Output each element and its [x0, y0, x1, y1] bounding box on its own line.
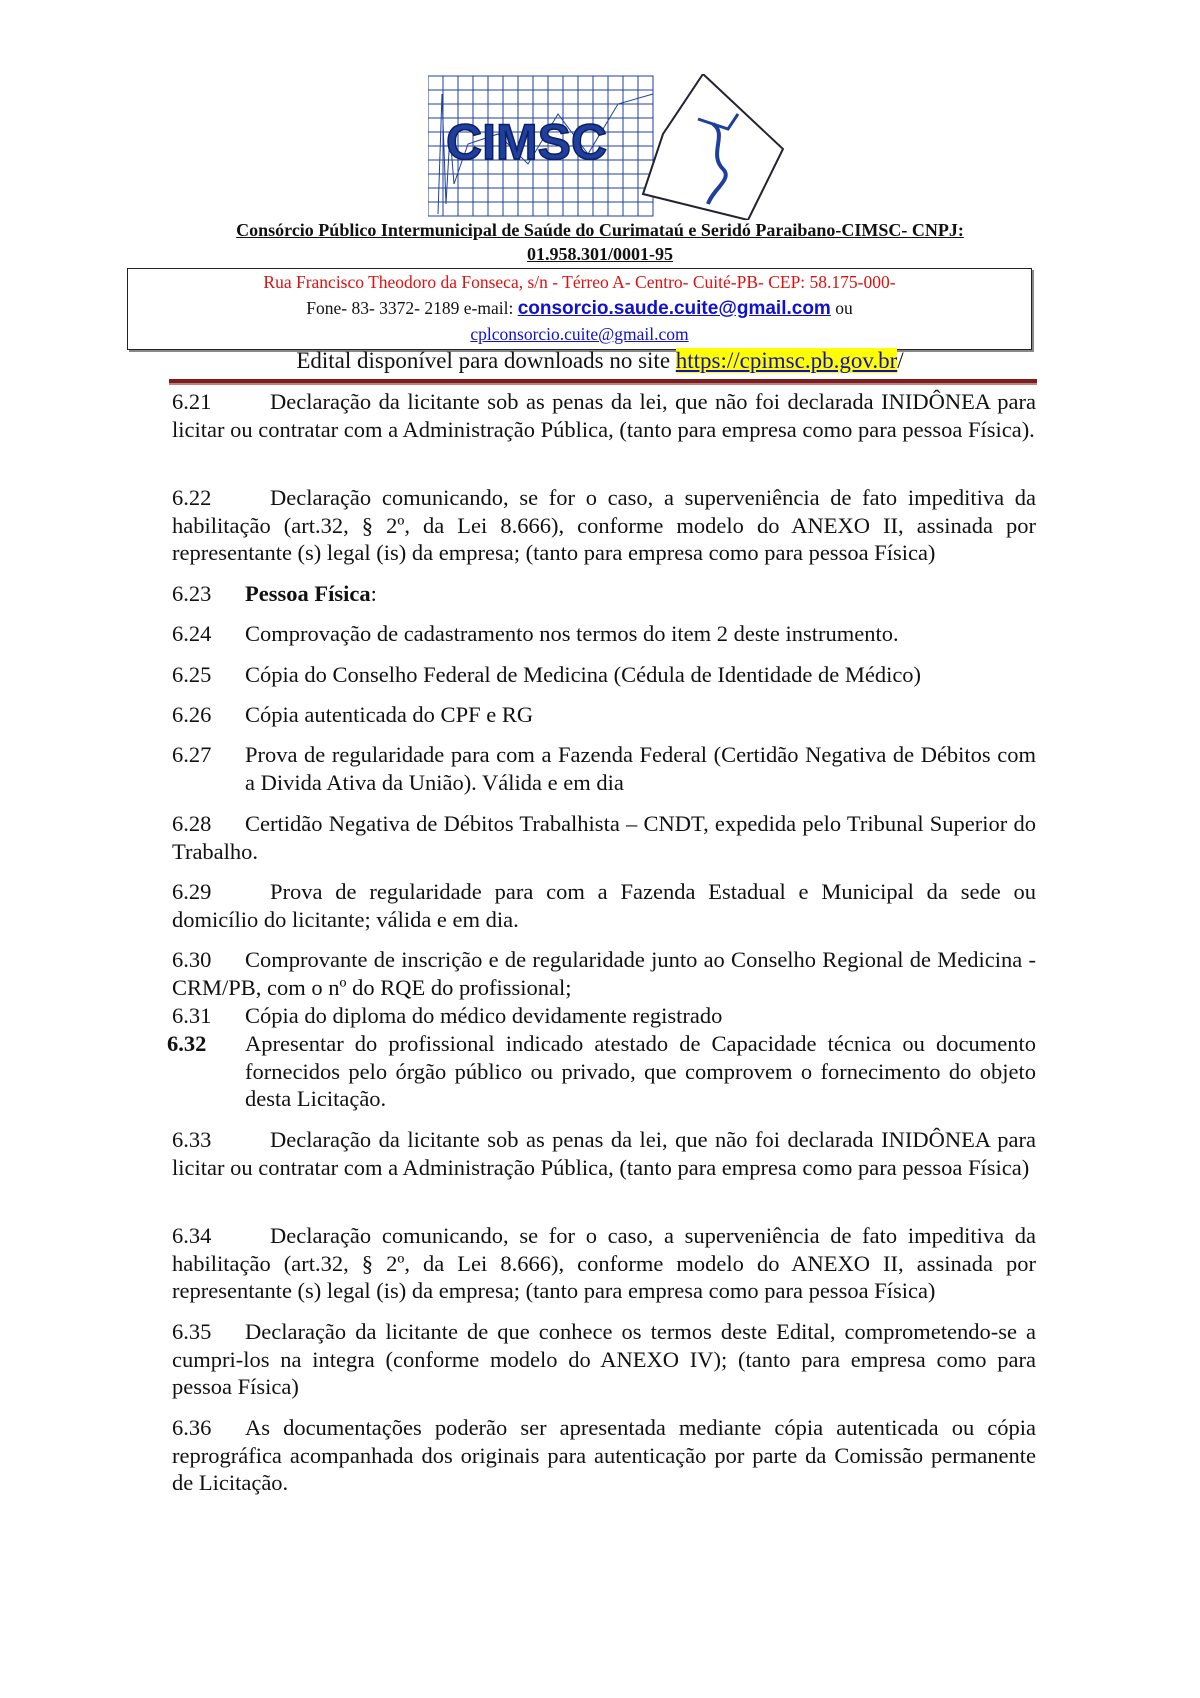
- item-number: 6.23: [172, 581, 212, 606]
- item-text: Comprovante de inscrição e de regularidade junto ao Conselho Regional de Medicina - CRM/PB, com o nº do RQE do profissional;: [172, 947, 1036, 1000]
- address: Rua Francisco Theodoro da Fonseca, s/n - Térreo A- Centro- Cuité-PB- CEP: 58.175-000-: [263, 272, 896, 292]
- list-item: [172, 484, 1036, 567]
- item-text: Certidão Negativa de Débitos Trabalhista – CNDT, expedida pelo Tribunal Superior do Trabalho.: [172, 811, 1036, 864]
- contact-box: [127, 268, 1032, 350]
- item-number: 6.30: [172, 947, 212, 972]
- item-text: Declaração da licitante sob as penas da lei, que não foi declarada INIDÔNEA para licitar ou contratar com a Administração Pública, (tanto para empresa como para pessoa Física).: [172, 389, 1036, 442]
- item-text: Cópia do diploma do médico devidamente registrado: [245, 1003, 723, 1028]
- list-item: [172, 1222, 1036, 1305]
- item-number: 6.34: [172, 1223, 212, 1248]
- or-text: ou: [830, 298, 853, 318]
- header-title: Consórcio Público Intermunicipal de Saúde do Curimataú e Seridó Paraibano-CIMSC- CNPJ:: [236, 220, 964, 240]
- list-item: [172, 580, 1036, 608]
- phone: Fone- 83- 3372- 2189 e-mail:: [306, 298, 518, 318]
- item-number: 6.25: [172, 662, 212, 687]
- item-number: 6.29: [172, 879, 212, 904]
- site-link[interactable]: https://cpimsc.pb.gov.br: [675, 348, 898, 373]
- list-item: [172, 878, 1036, 933]
- list-item: [172, 946, 1036, 1001]
- list-item: [172, 1318, 1036, 1401]
- item-text: As documentações poderão ser apresentada mediante cópia autenticada ou cópia reprográfica acompanhada dos originais para autenticação por parte da Comissão permanente de Licitação.: [172, 1415, 1036, 1495]
- item-text: Declaração comunicando, se for o caso, a superveniência de fato impeditiva da habilitação (art.32, § 2º, da Lei 8.666), conforme modelo do ANEXO II, assinada por representante (s) legal (is) da empresa; (tanto para empresa como para pessoa Física): [172, 1223, 1036, 1303]
- item-number: 6.32: [167, 1031, 207, 1056]
- item-text: Comprovação de cadastramento nos termos do item 2 deste instrumento.: [245, 621, 899, 646]
- svg-text:CIMSC: CIMSC: [446, 114, 608, 170]
- item-number: 6.21: [172, 389, 212, 414]
- item-text: Declaração da licitante sob as penas da lei, que não foi declarada INIDÔNEA para licitar ou contratar com a Administração Pública, (tanto para empresa como para pessoa Física): [172, 1127, 1036, 1180]
- item-number: 6.35: [172, 1319, 212, 1344]
- list-item: [172, 1126, 1036, 1181]
- item-number: 6.26: [172, 702, 212, 727]
- item-number: 6.22: [172, 485, 212, 510]
- list-item: [172, 661, 1036, 689]
- email-link[interactable]: consorcio.saude.cuite@gmail.com: [517, 298, 831, 319]
- item-text: Pessoa Física: [245, 581, 371, 606]
- item-number: 6.31: [172, 1003, 212, 1028]
- item-text: Apresentar do profissional indicado atestado de Capacidade técnica ou documento fornecidos pelo órgão público ou privado, que comprovem o fornecimento do objeto desta Licitação.: [245, 1031, 1036, 1111]
- site-suffix: /: [897, 348, 904, 373]
- list-item: [172, 741, 1036, 796]
- item-suffix: :: [370, 581, 377, 606]
- item-text: Declaração da licitante de que conhece os termos deste Edital, comprometendo-se a cumpri-los na integra (conforme modelo do ANEXO IV); (tanto para empresa como para pessoa Física): [172, 1319, 1036, 1399]
- email-link-2[interactable]: cplconsorcio.cuite@gmail.com: [470, 324, 689, 344]
- item-text: Cópia do Conselho Federal de Medicina (Cédula de Identidade de Médico): [245, 662, 922, 687]
- header-cnpj: 01.958.301/0001-95: [527, 244, 673, 264]
- item-number: 6.36: [172, 1415, 212, 1440]
- item-number: 6.27: [172, 742, 212, 767]
- item-number: 6.24: [172, 621, 212, 646]
- cimsc-logo: [428, 74, 784, 220]
- list-item: [172, 388, 1036, 443]
- list-item: [172, 1002, 1036, 1030]
- header-rule: [169, 379, 1037, 385]
- list-item: [167, 1030, 1036, 1113]
- list-item: [172, 1414, 1036, 1497]
- list-item: [172, 620, 1036, 648]
- item-text: Cópia autenticada do CPF e RG: [245, 702, 534, 727]
- edital-line: [0, 348, 1200, 374]
- item-number: 6.33: [172, 1127, 212, 1152]
- item-number: 6.28: [172, 811, 212, 836]
- edital-text: Edital disponível para downloads no site: [296, 348, 676, 373]
- item-text: Declaração comunicando, se for o caso, a superveniência de fato impeditiva da habilitação (art.32, § 2º, da Lei 8.666), conforme modelo do ANEXO II, assinada por representante (s) legal (is) da empresa; (tanto para empresa como para pessoa Física): [172, 485, 1036, 565]
- list-item: [172, 701, 1036, 729]
- phone-line: [128, 295, 1031, 321]
- list-item: [172, 810, 1036, 865]
- item-text: Prova de regularidade para com a Fazenda Federal (Certidão Negativa de Débitos com a Divida Ativa da União). Válida e em dia: [245, 742, 1036, 795]
- item-text: Prova de regularidade para com a Fazenda Estadual e Municipal da sede ou domicílio do licitante; válida e em dia.: [172, 879, 1036, 932]
